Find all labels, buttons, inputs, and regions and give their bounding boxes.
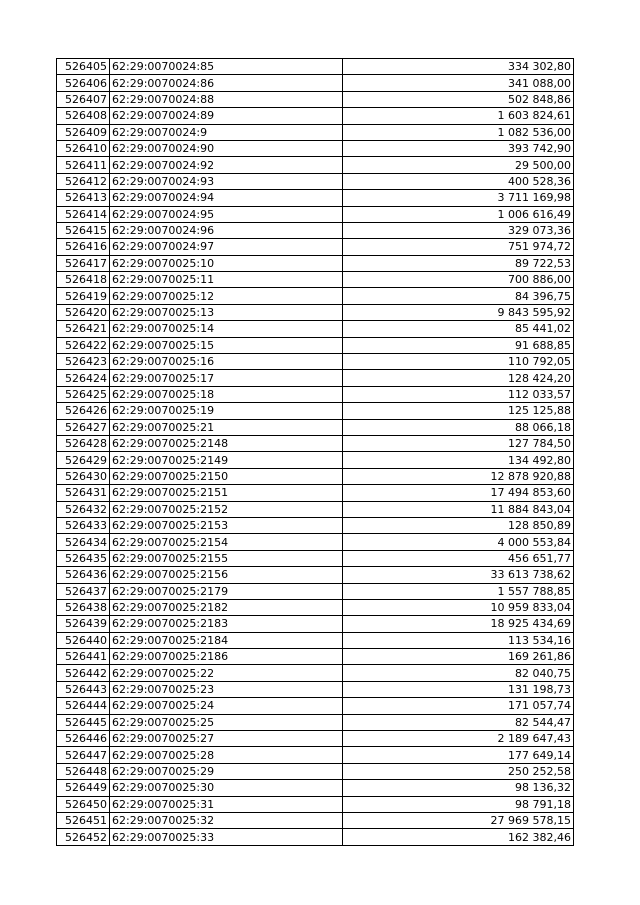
row-id-cell: 526431 (57, 485, 110, 501)
row-id-cell: 526435 (57, 550, 110, 566)
cadastral-value-cell: 3 711 169,98 (343, 190, 574, 206)
table-row (57, 780, 574, 796)
table-row (57, 255, 574, 271)
cadastral-value-cell: 162 382,46 (343, 829, 574, 845)
cadastral-value-cell: 98 791,18 (343, 796, 574, 812)
row-id-cell: 526437 (57, 583, 110, 599)
cadastral-number-cell: 62:29:0070025:2156 (110, 567, 343, 583)
table-row (57, 681, 574, 697)
row-id-cell: 526433 (57, 517, 110, 533)
cadastral-number-cell: 62:29:0070025:27 (110, 731, 343, 747)
cadastral-value-cell: 393 742,90 (343, 140, 574, 156)
cadastral-value-cell: 110 792,05 (343, 354, 574, 370)
table-row (57, 157, 574, 173)
cadastral-value-cell: 112 033,57 (343, 386, 574, 402)
table-row (57, 239, 574, 255)
row-id-cell: 526410 (57, 140, 110, 156)
table-row (57, 108, 574, 124)
row-id-cell: 526436 (57, 567, 110, 583)
cadastral-value-cell: 502 848,86 (343, 91, 574, 107)
cadastral-number-cell: 62:29:0070025:28 (110, 747, 343, 763)
cadastral-value-cell: 27 969 578,15 (343, 812, 574, 828)
table-row (57, 370, 574, 386)
row-id-cell: 526449 (57, 780, 110, 796)
table-row (57, 796, 574, 812)
row-id-cell: 526442 (57, 665, 110, 681)
row-id-cell: 526416 (57, 239, 110, 255)
cadastral-number-cell: 62:29:0070025:2148 (110, 435, 343, 451)
table-row (57, 452, 574, 468)
cadastral-number-cell: 62:29:0070025:2155 (110, 550, 343, 566)
cadastral-value-cell: 131 198,73 (343, 681, 574, 697)
row-id-cell: 526441 (57, 649, 110, 665)
cadastral-number-cell: 62:29:0070025:17 (110, 370, 343, 386)
cadastral-value-cell: 1 082 536,00 (343, 124, 574, 140)
table-row (57, 747, 574, 763)
table-row (57, 190, 574, 206)
cadastral-number-cell: 62:29:0070025:2182 (110, 599, 343, 615)
table-row (57, 632, 574, 648)
row-id-cell: 526414 (57, 206, 110, 222)
table-row (57, 288, 574, 304)
row-id-cell: 526419 (57, 288, 110, 304)
cadastral-number-cell: 62:29:0070024:96 (110, 222, 343, 238)
cadastral-value-table (56, 58, 574, 846)
cadastral-number-cell: 62:29:0070025:19 (110, 403, 343, 419)
cadastral-value-cell: 85 441,02 (343, 321, 574, 337)
row-id-cell: 526412 (57, 173, 110, 189)
cadastral-number-cell: 62:29:0070025:13 (110, 304, 343, 320)
row-id-cell: 526430 (57, 468, 110, 484)
row-id-cell: 526426 (57, 403, 110, 419)
table-row (57, 599, 574, 615)
row-id-cell: 526443 (57, 681, 110, 697)
cadastral-value-cell: 751 974,72 (343, 239, 574, 255)
cadastral-number-cell: 62:29:0070025:2154 (110, 534, 343, 550)
table-row (57, 829, 574, 845)
row-id-cell: 526434 (57, 534, 110, 550)
cadastral-value-cell: 125 125,88 (343, 403, 574, 419)
cadastral-value-cell: 171 057,74 (343, 698, 574, 714)
row-id-cell: 526408 (57, 108, 110, 124)
row-id-cell: 526407 (57, 91, 110, 107)
cadastral-value-cell: 250 252,58 (343, 763, 574, 779)
table-row (57, 386, 574, 402)
cadastral-number-cell: 62:29:0070025:10 (110, 255, 343, 271)
cadastral-value-cell: 17 494 853,60 (343, 485, 574, 501)
cadastral-number-cell: 62:29:0070024:9 (110, 124, 343, 140)
cadastral-number-cell: 62:29:0070024:93 (110, 173, 343, 189)
table-row (57, 567, 574, 583)
cadastral-value-cell: 89 722,53 (343, 255, 574, 271)
row-id-cell: 526413 (57, 190, 110, 206)
cadastral-number-cell: 62:29:0070024:89 (110, 108, 343, 124)
cadastral-number-cell: 62:29:0070025:30 (110, 780, 343, 796)
cadastral-value-cell: 29 500,00 (343, 157, 574, 173)
row-id-cell: 526452 (57, 829, 110, 845)
row-id-cell: 526427 (57, 419, 110, 435)
cadastral-value-cell: 128 424,20 (343, 370, 574, 386)
row-id-cell: 526428 (57, 435, 110, 451)
cadastral-number-cell: 62:29:0070025:23 (110, 681, 343, 697)
cadastral-value-cell: 11 884 843,04 (343, 501, 574, 517)
table-row (57, 550, 574, 566)
table-row (57, 91, 574, 107)
table-row (57, 304, 574, 320)
cadastral-number-cell: 62:29:0070025:2153 (110, 517, 343, 533)
cadastral-value-cell: 329 073,36 (343, 222, 574, 238)
cadastral-number-cell: 62:29:0070024:86 (110, 75, 343, 91)
table-row (57, 272, 574, 288)
cadastral-number-cell: 62:29:0070025:31 (110, 796, 343, 812)
cadastral-number-cell: 62:29:0070025:33 (110, 829, 343, 845)
cadastral-value-cell: 82 544,47 (343, 714, 574, 730)
row-id-cell: 526432 (57, 501, 110, 517)
cadastral-value-cell: 91 688,85 (343, 337, 574, 353)
cadastral-value-cell: 456 651,77 (343, 550, 574, 566)
cadastral-number-cell: 62:29:0070025:2149 (110, 452, 343, 468)
table-row (57, 354, 574, 370)
cadastral-number-cell: 62:29:0070025:29 (110, 763, 343, 779)
cadastral-number-cell: 62:29:0070025:14 (110, 321, 343, 337)
table-row (57, 173, 574, 189)
cadastral-number-cell: 62:29:0070025:21 (110, 419, 343, 435)
cadastral-value-cell: 134 492,80 (343, 452, 574, 468)
cadastral-number-cell: 62:29:0070025:2184 (110, 632, 343, 648)
cadastral-value-cell: 84 396,75 (343, 288, 574, 304)
cadastral-value-cell: 2 189 647,43 (343, 731, 574, 747)
cadastral-value-cell: 1 557 788,85 (343, 583, 574, 599)
cadastral-number-cell: 62:29:0070025:32 (110, 812, 343, 828)
cadastral-number-cell: 62:29:0070025:25 (110, 714, 343, 730)
cadastral-number-cell: 62:29:0070025:2152 (110, 501, 343, 517)
cadastral-number-cell: 62:29:0070025:2179 (110, 583, 343, 599)
row-id-cell: 526424 (57, 370, 110, 386)
cadastral-number-cell: 62:29:0070025:2183 (110, 616, 343, 632)
cadastral-number-cell: 62:29:0070025:16 (110, 354, 343, 370)
row-id-cell: 526417 (57, 255, 110, 271)
table-row (57, 321, 574, 337)
cadastral-number-cell: 62:29:0070025:12 (110, 288, 343, 304)
row-id-cell: 526447 (57, 747, 110, 763)
cadastral-number-cell: 62:29:0070024:90 (110, 140, 343, 156)
row-id-cell: 526422 (57, 337, 110, 353)
table-row (57, 665, 574, 681)
table-body (57, 59, 574, 846)
cadastral-number-cell: 62:29:0070025:18 (110, 386, 343, 402)
row-id-cell: 526406 (57, 75, 110, 91)
table-row (57, 698, 574, 714)
cadastral-value-cell: 400 528,36 (343, 173, 574, 189)
cadastral-value-cell: 1 006 616,49 (343, 206, 574, 222)
table-row (57, 419, 574, 435)
table-row (57, 337, 574, 353)
row-id-cell: 526429 (57, 452, 110, 468)
cadastral-number-cell: 62:29:0070024:88 (110, 91, 343, 107)
cadastral-number-cell: 62:29:0070024:95 (110, 206, 343, 222)
row-id-cell: 526450 (57, 796, 110, 812)
cadastral-value-cell: 1 603 824,61 (343, 108, 574, 124)
cadastral-value-cell: 12 878 920,88 (343, 468, 574, 484)
row-id-cell: 526423 (57, 354, 110, 370)
table-row (57, 763, 574, 779)
cadastral-number-cell: 62:29:0070025:22 (110, 665, 343, 681)
row-id-cell: 526438 (57, 599, 110, 615)
cadastral-value-cell: 9 843 595,92 (343, 304, 574, 320)
cadastral-value-cell: 33 613 738,62 (343, 567, 574, 583)
row-id-cell: 526425 (57, 386, 110, 402)
table-row (57, 812, 574, 828)
cadastral-value-cell: 18 925 434,69 (343, 616, 574, 632)
table-row (57, 59, 574, 75)
table-row (57, 616, 574, 632)
cadastral-number-cell: 62:29:0070025:2151 (110, 485, 343, 501)
table-row (57, 534, 574, 550)
cadastral-value-cell: 127 784,50 (343, 435, 574, 451)
cadastral-number-cell: 62:29:0070025:2150 (110, 468, 343, 484)
table-row (57, 222, 574, 238)
row-id-cell: 526411 (57, 157, 110, 173)
cadastral-number-cell: 62:29:0070024:85 (110, 59, 343, 75)
table-row (57, 206, 574, 222)
cadastral-number-cell: 62:29:0070025:15 (110, 337, 343, 353)
cadastral-number-cell: 62:29:0070024:92 (110, 157, 343, 173)
table-row (57, 75, 574, 91)
cadastral-value-cell: 169 261,86 (343, 649, 574, 665)
cadastral-number-cell: 62:29:0070025:2186 (110, 649, 343, 665)
cadastral-number-cell: 62:29:0070024:97 (110, 239, 343, 255)
row-id-cell: 526440 (57, 632, 110, 648)
table-row (57, 468, 574, 484)
row-id-cell: 526448 (57, 763, 110, 779)
table-row (57, 731, 574, 747)
table-row (57, 403, 574, 419)
cadastral-value-cell: 4 000 553,84 (343, 534, 574, 550)
cadastral-value-cell: 128 850,89 (343, 517, 574, 533)
table-row (57, 435, 574, 451)
cadastral-value-cell: 10 959 833,04 (343, 599, 574, 615)
row-id-cell: 526451 (57, 812, 110, 828)
row-id-cell: 526415 (57, 222, 110, 238)
cadastral-value-cell: 700 886,00 (343, 272, 574, 288)
cadastral-number-cell: 62:29:0070024:94 (110, 190, 343, 206)
row-id-cell: 526439 (57, 616, 110, 632)
table-row (57, 583, 574, 599)
cadastral-value-cell: 177 649,14 (343, 747, 574, 763)
row-id-cell: 526418 (57, 272, 110, 288)
row-id-cell: 526445 (57, 714, 110, 730)
row-id-cell: 526405 (57, 59, 110, 75)
cadastral-value-cell: 113 534,16 (343, 632, 574, 648)
table-row (57, 501, 574, 517)
cadastral-number-cell: 62:29:0070025:11 (110, 272, 343, 288)
row-id-cell: 526446 (57, 731, 110, 747)
cadastral-value-cell: 88 066,18 (343, 419, 574, 435)
table-row (57, 714, 574, 730)
cadastral-value-cell: 341 088,00 (343, 75, 574, 91)
row-id-cell: 526444 (57, 698, 110, 714)
row-id-cell: 526420 (57, 304, 110, 320)
table-row (57, 485, 574, 501)
table-row (57, 517, 574, 533)
cadastral-value-cell: 98 136,32 (343, 780, 574, 796)
table-row (57, 124, 574, 140)
cadastral-number-cell: 62:29:0070025:24 (110, 698, 343, 714)
row-id-cell: 526421 (57, 321, 110, 337)
cadastral-value-cell: 334 302,80 (343, 59, 574, 75)
table-row (57, 140, 574, 156)
cadastral-value-cell: 82 040,75 (343, 665, 574, 681)
row-id-cell: 526409 (57, 124, 110, 140)
table-row (57, 649, 574, 665)
